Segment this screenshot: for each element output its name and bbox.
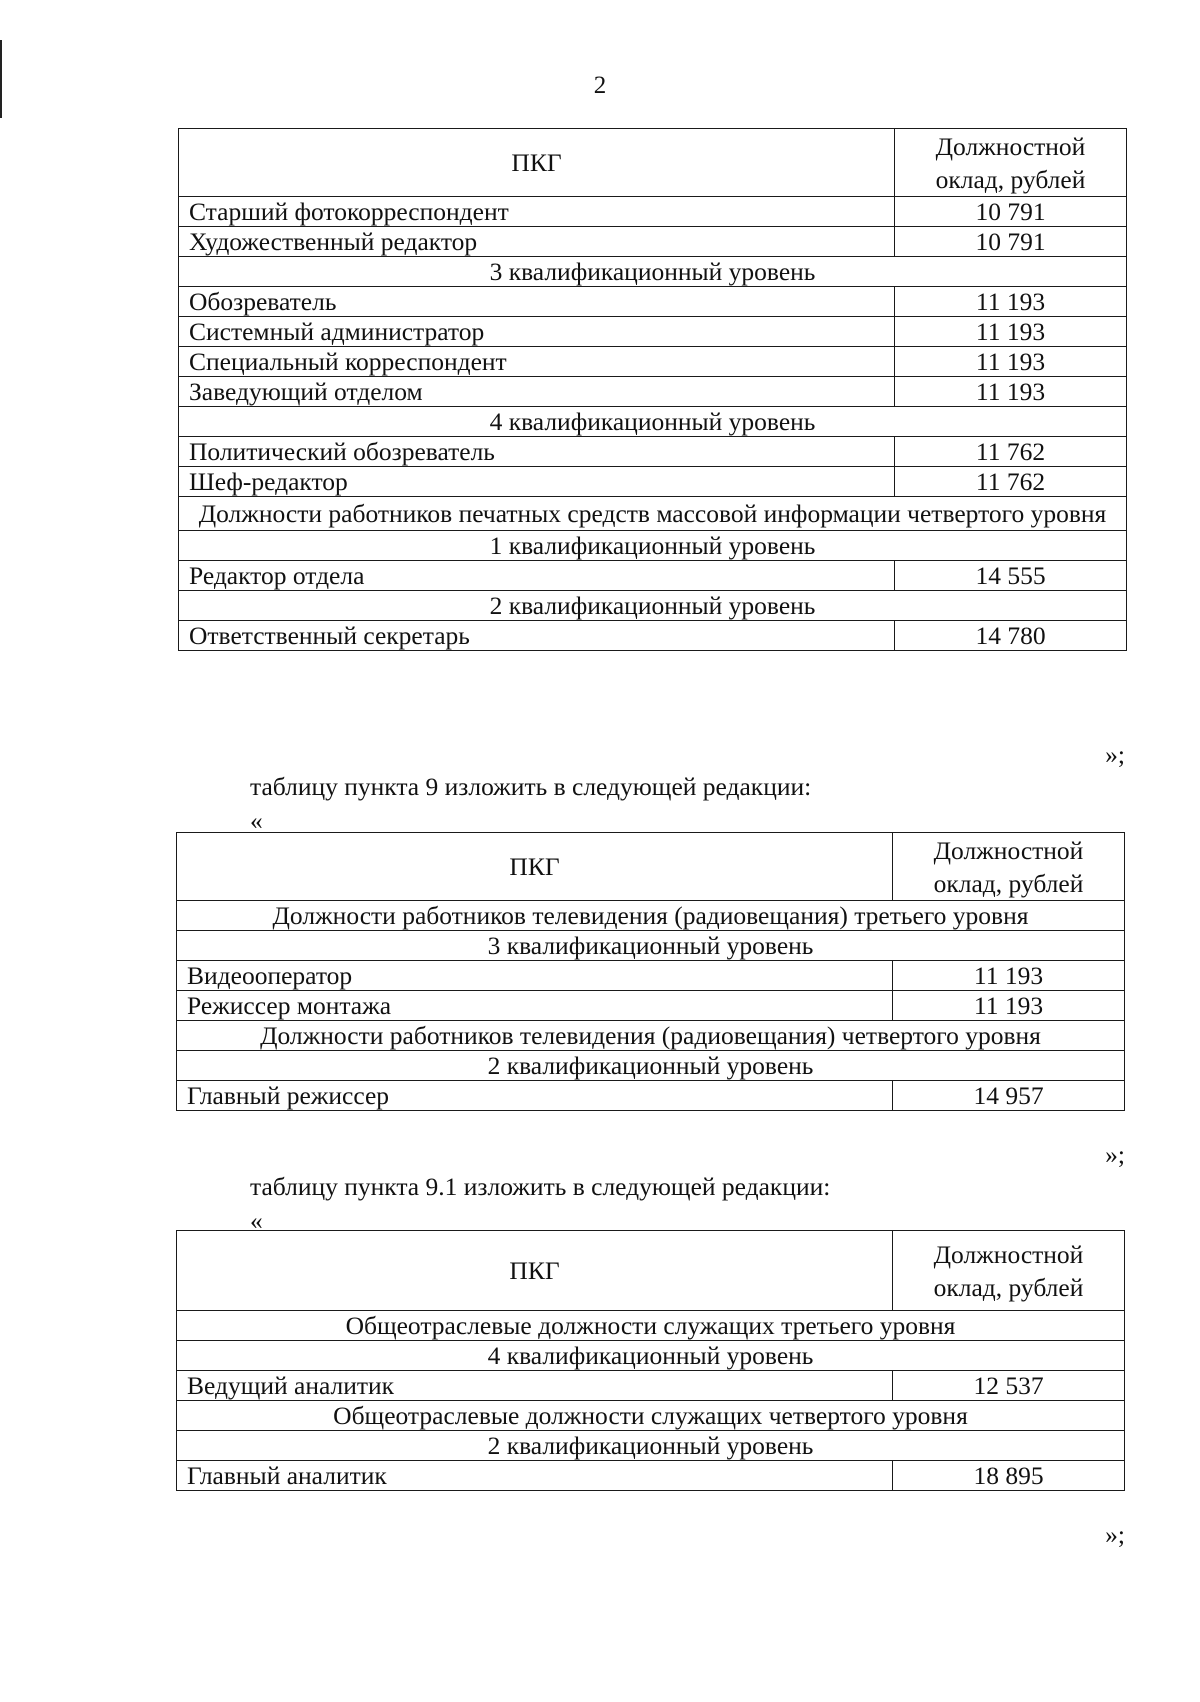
table-row xyxy=(179,561,1127,591)
intro-paragraph-9: таблицу пункта 9 изложить в следующей редакции: xyxy=(250,772,812,801)
salary-value: 11 762 xyxy=(895,467,1127,497)
group-heading: 1 квалификационный уровень xyxy=(179,531,1127,561)
group-row xyxy=(177,1021,1125,1051)
group-row xyxy=(179,497,1127,531)
table-header-row xyxy=(177,833,1125,901)
salary-value: 11 193 xyxy=(893,991,1125,1021)
opening-quote-3: « xyxy=(250,1206,263,1235)
header-salary: Должностной оклад, рублей xyxy=(895,129,1127,197)
position-name: Режиссер монтажа xyxy=(177,991,893,1021)
group-heading: 4 квалификационный уровень xyxy=(177,1341,1125,1371)
position-name: Шеф-редактор xyxy=(179,467,895,497)
salary-value: 11 193 xyxy=(895,317,1127,347)
position-name: Специальный корреспондент xyxy=(179,347,895,377)
table-row xyxy=(179,377,1127,407)
position-name: Главный аналитик xyxy=(177,1461,893,1491)
position-name: Ведущий аналитик xyxy=(177,1371,893,1401)
salary-value: 11 762 xyxy=(895,437,1127,467)
group-heading: Должности работников телевидения (радиовещания) третьего уровня xyxy=(177,901,1125,931)
salary-value: 18 895 xyxy=(893,1461,1125,1491)
table-row xyxy=(177,1461,1125,1491)
group-row xyxy=(179,257,1127,287)
group-row xyxy=(177,931,1125,961)
table-row xyxy=(179,287,1127,317)
header-salary: Должностной оклад, рублей xyxy=(893,833,1125,901)
position-name: Художественный редактор xyxy=(179,227,895,257)
position-name: Обозреватель xyxy=(179,287,895,317)
group-heading: 3 квалификационный уровень xyxy=(179,257,1127,287)
table-row xyxy=(179,621,1127,651)
group-heading: 4 квалификационный уровень xyxy=(179,407,1127,437)
closing-quote-1: »; xyxy=(1105,740,1125,769)
opening-quote-2: « xyxy=(250,806,263,835)
salary-value: 11 193 xyxy=(895,287,1127,317)
group-row xyxy=(179,531,1127,561)
salary-value: 14 780 xyxy=(895,621,1127,651)
group-heading: Должности работников телевидения (радиовещания) четвертого уровня xyxy=(177,1021,1125,1051)
table-row xyxy=(177,991,1125,1021)
position-name: Ответственный секретарь xyxy=(179,621,895,651)
group-row xyxy=(179,407,1127,437)
group-row xyxy=(177,901,1125,931)
position-name: Главный режиссер xyxy=(177,1081,893,1111)
salary-value: 14 957 xyxy=(893,1081,1125,1111)
table-header-row xyxy=(177,1231,1125,1311)
table-row xyxy=(179,197,1127,227)
group-row xyxy=(179,591,1127,621)
position-name: Заведующий отделом xyxy=(179,377,895,407)
intro-paragraph-9-1: таблицу пункта 9.1 изложить в следующей редакции: xyxy=(250,1172,831,1201)
group-heading: 2 квалификационный уровень xyxy=(177,1431,1125,1461)
header-pkg: ПКГ xyxy=(177,833,893,901)
header-salary: Должностной оклад, рублей xyxy=(893,1231,1125,1311)
group-heading: Должности работников печатных средств массовой информации четвертого уровня xyxy=(179,497,1127,531)
table-row xyxy=(177,1371,1125,1401)
salary-value: 10 791 xyxy=(895,197,1127,227)
group-heading: 2 квалификационный уровень xyxy=(179,591,1127,621)
salary-value: 10 791 xyxy=(895,227,1127,257)
position-name: Политический обозреватель xyxy=(179,437,895,467)
group-row xyxy=(177,1431,1125,1461)
salary-value: 11 193 xyxy=(893,961,1125,991)
position-name: Редактор отдела xyxy=(179,561,895,591)
group-heading: Общеотраслевые должности служащих третьего уровня xyxy=(177,1311,1125,1341)
header-pkg: ПКГ xyxy=(179,129,895,197)
salary-table-1 xyxy=(178,128,1127,651)
header-pkg: ПКГ xyxy=(177,1231,893,1311)
group-row xyxy=(177,1401,1125,1431)
table-row xyxy=(179,467,1127,497)
table-row xyxy=(179,437,1127,467)
table-row xyxy=(179,227,1127,257)
table-row xyxy=(179,317,1127,347)
position-name: Старший фотокорреспондент xyxy=(179,197,895,227)
closing-quote-2: »; xyxy=(1105,1140,1125,1169)
table-row xyxy=(177,1081,1125,1111)
table-row xyxy=(179,347,1127,377)
group-row xyxy=(177,1341,1125,1371)
group-heading: 3 квалификационный уровень xyxy=(177,931,1125,961)
position-name: Видеооператор xyxy=(177,961,893,991)
salary-value: 14 555 xyxy=(895,561,1127,591)
position-name: Системный администратор xyxy=(179,317,895,347)
salary-table-2 xyxy=(176,832,1125,1111)
salary-table-3 xyxy=(176,1230,1125,1491)
table-header-row xyxy=(179,129,1127,197)
page-number: 2 xyxy=(593,72,607,99)
table-row xyxy=(177,961,1125,991)
salary-value: 11 193 xyxy=(895,347,1127,377)
group-heading: 2 квалификационный уровень xyxy=(177,1051,1125,1081)
closing-quote-3: »; xyxy=(1105,1520,1125,1549)
salary-value: 11 193 xyxy=(895,377,1127,407)
group-row xyxy=(177,1311,1125,1341)
group-heading: Общеотраслевые должности служащих четвертого уровня xyxy=(177,1401,1125,1431)
group-row xyxy=(177,1051,1125,1081)
salary-value: 12 537 xyxy=(893,1371,1125,1401)
